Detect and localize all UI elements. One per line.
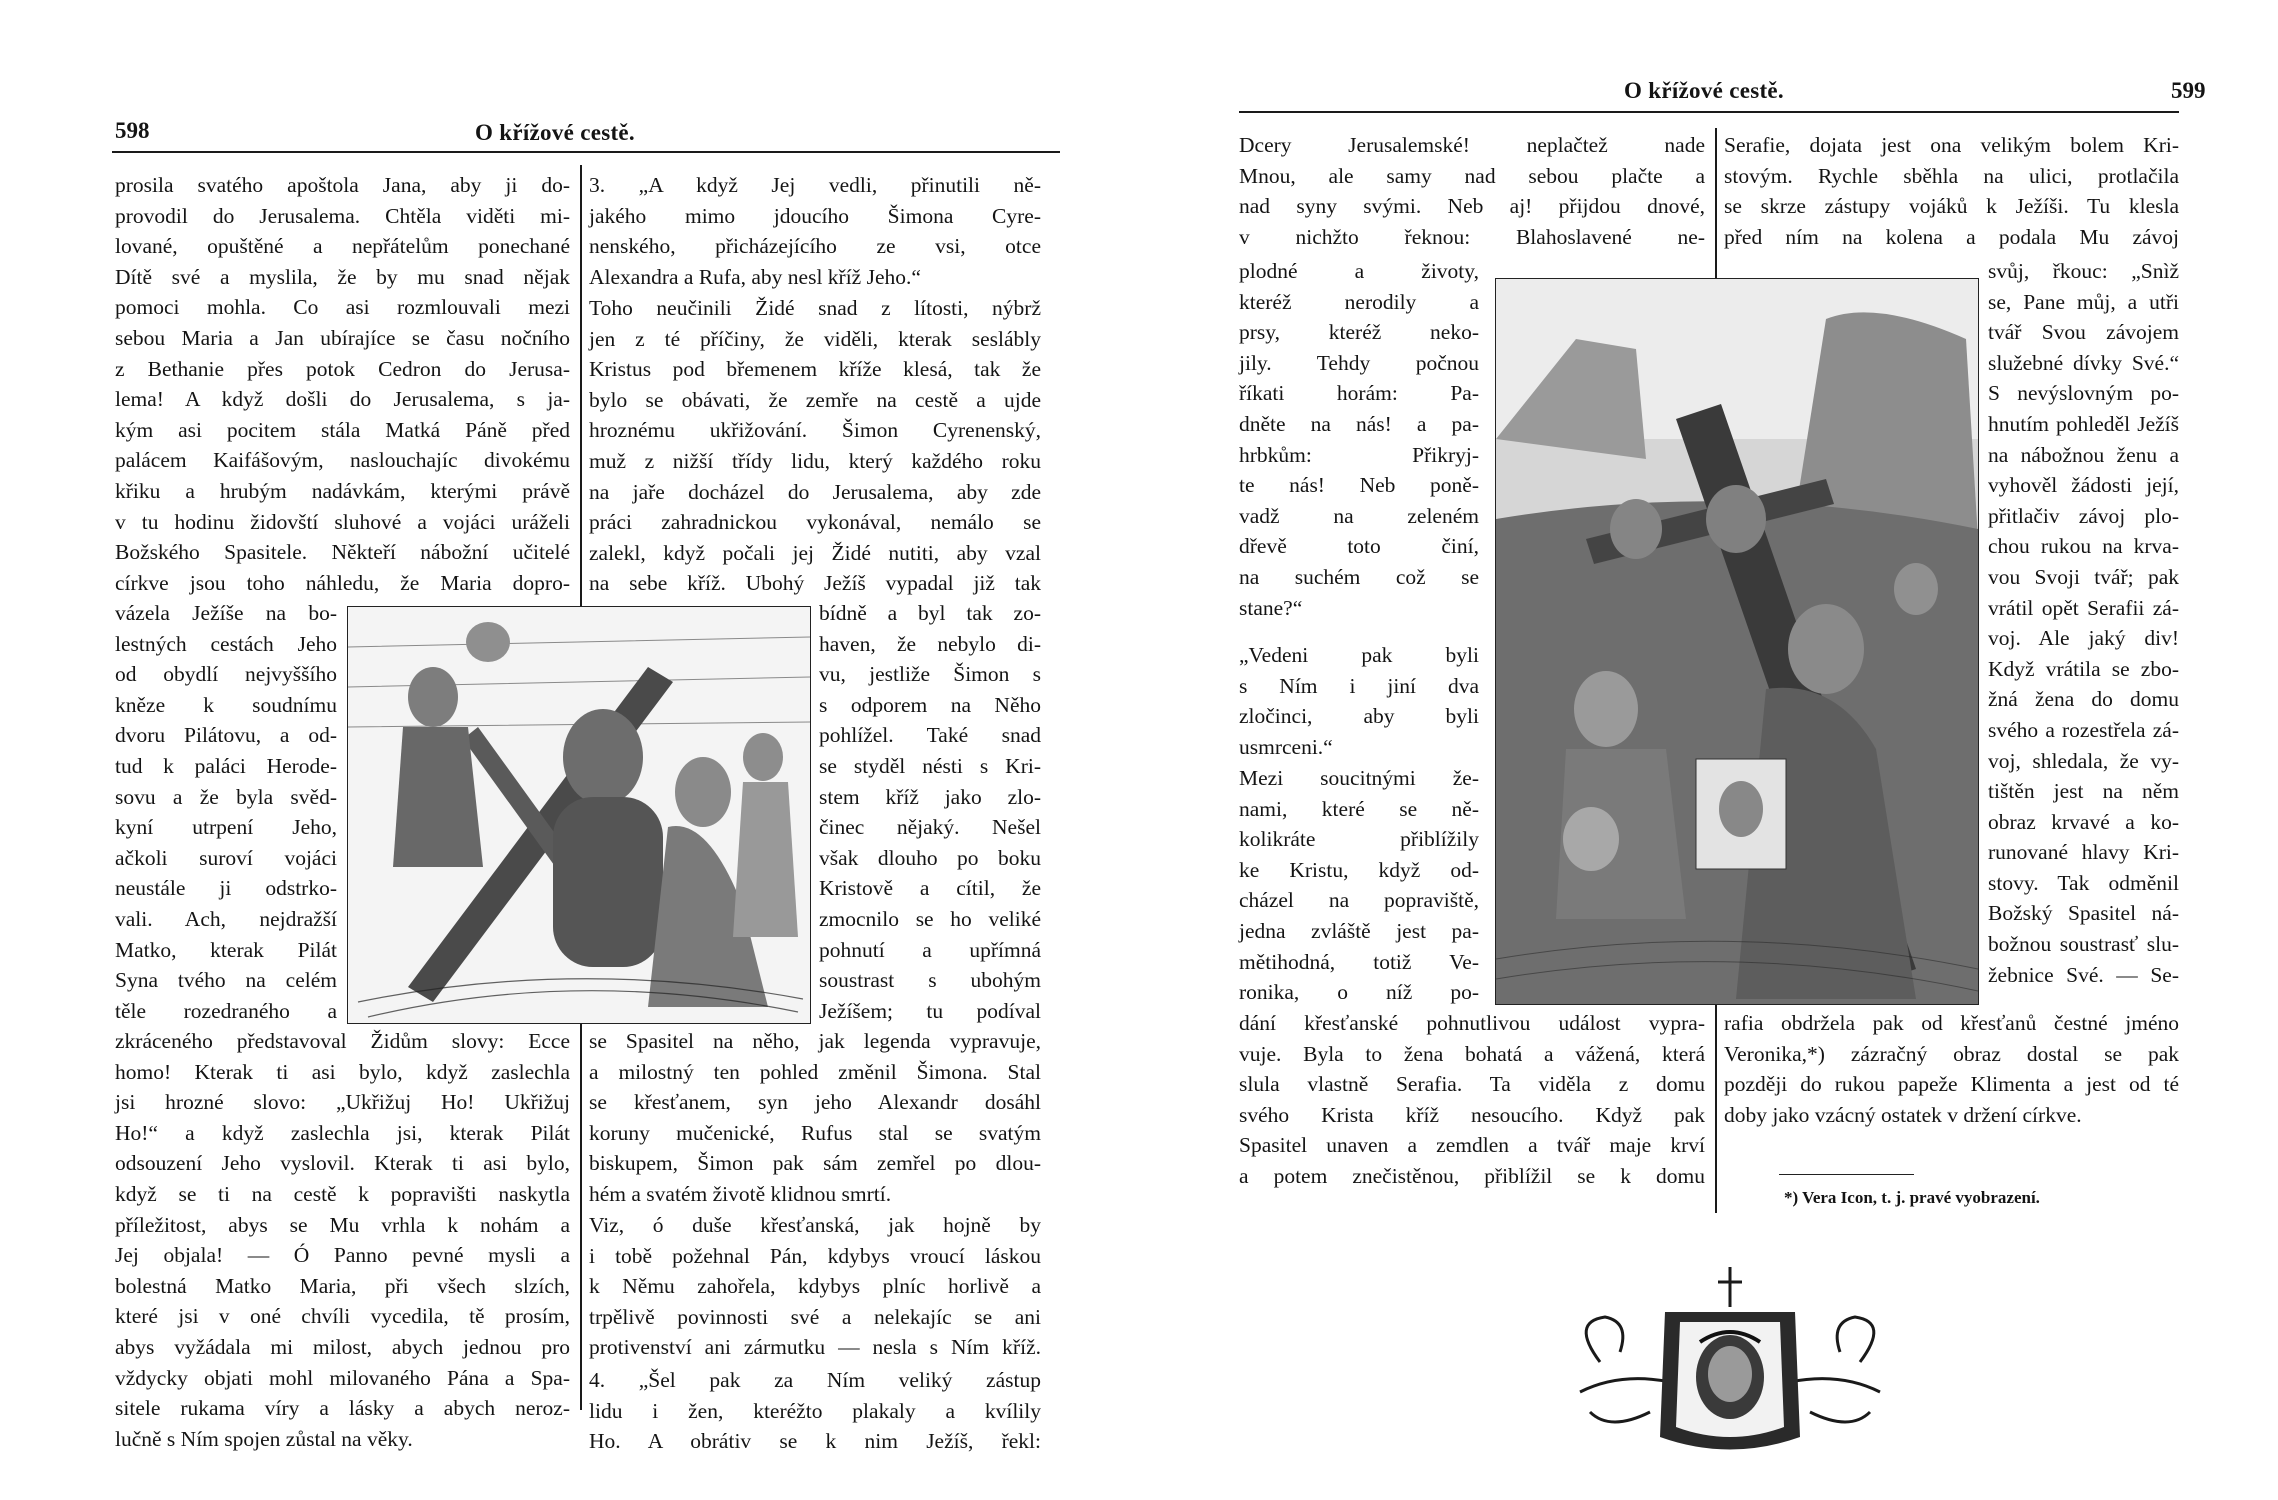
text-line: te nás! Neb poně- bbox=[1239, 473, 1479, 498]
text-line: dněte na nás! a pa- bbox=[1239, 411, 1479, 436]
text-line: vali. Ach, nejdražší bbox=[115, 906, 337, 931]
text-line: dřevě toto činí, bbox=[1239, 534, 1479, 559]
text-line: hroznému ukřižování. Šimon Cyrenenský, bbox=[589, 418, 1041, 443]
text-line: před ním na kolena a podala Mu závoj bbox=[1724, 224, 2179, 249]
scripture-quote-wrap bbox=[1239, 256, 1479, 623]
text-line: se křesťanem, syn jeho Alexandr dosáhl bbox=[589, 1090, 1041, 1115]
text-line: Toho neučinili Židé snad z lítosti, nýbrž bbox=[589, 296, 1041, 320]
text-line: jily. Tehdy počnou bbox=[1239, 350, 1479, 375]
text-line: biskupem, Šimon pak sám zemřel po dlou- bbox=[589, 1151, 1041, 1176]
text-line: činec nějaký. Nešel bbox=[819, 815, 1041, 840]
page-number: 598 bbox=[115, 118, 150, 143]
text-line: Božského Spasitele. Někteří nábožní učitelé bbox=[115, 540, 570, 565]
text-line: neustále ji odstrko- bbox=[115, 876, 337, 901]
text-line: Kristus pod břemenem kříže klesá, tak že bbox=[589, 357, 1041, 382]
right-page bbox=[1139, 0, 2278, 1500]
text-line: lované, opuštěné a nepřátelům ponechané bbox=[115, 234, 570, 259]
footnote: *) Vera Icon, t. j. pravé vyobrazení. bbox=[1784, 1188, 2040, 1207]
text-line: homo! Kterak ti asi bylo, když zaslechla bbox=[115, 1059, 570, 1084]
text-line: pomoci mohla. Co asi rozmlouvali mezi bbox=[115, 295, 570, 320]
text-line: svého Krista kříž nesoucího. Když pak bbox=[1239, 1102, 1705, 1127]
text-line: Syna tvého na celém bbox=[115, 968, 337, 993]
text-line: jsi hrozné slovo: „Ukřižuj Ho! Ukřižuj bbox=[115, 1090, 570, 1115]
text-line: od obydlí nejvyššího bbox=[115, 662, 337, 687]
column-text bbox=[115, 1026, 570, 1454]
text-line: Mezi soucitnými že- bbox=[1239, 766, 1479, 790]
text-line: sovu a že byla svěd- bbox=[115, 784, 337, 809]
text-line: trpělivě povinnosti své a nelekajíc se ani bbox=[589, 1304, 1041, 1329]
text-line: Alexandra a Rufa, aby nesl kříž Jeho.“ bbox=[589, 264, 921, 289]
text-line: jedna zvláště jest pa- bbox=[1239, 918, 1479, 943]
engraving-illustration bbox=[347, 606, 811, 1024]
text-line: mětihodná, totiž Ve- bbox=[1239, 949, 1479, 974]
text-line: nami, které se ně- bbox=[1239, 796, 1479, 821]
text-line: haven, že nebylo di- bbox=[819, 631, 1041, 656]
text-line: Serafie, dojata jest ona velikým bolem Kri- bbox=[1724, 133, 2179, 157]
text-line: těle rozedraného a bbox=[115, 998, 337, 1023]
text-line: Matko, kterak Pilát bbox=[115, 937, 337, 962]
text-line: tištěn jest na něm bbox=[1988, 779, 2179, 804]
text-line: stovým. Rychle sběhla na ulici, protlačila bbox=[1724, 163, 2179, 188]
text-line: muž z nižší třídy lidu, který každého roku bbox=[589, 448, 1041, 473]
text-line: jakého mimo jdoucího Šimona Cyre- bbox=[589, 203, 1041, 228]
text-line: vrátil opět Serafii zá- bbox=[1988, 595, 2179, 620]
page-number: 599 bbox=[2171, 78, 2206, 103]
text-line: Božský Spasitel ná- bbox=[1988, 901, 2179, 926]
text-line: kněze k soudnímu bbox=[115, 692, 337, 717]
text-line: pohnutí a upřímná bbox=[819, 937, 1041, 962]
text-line: voj. Ale jaký div! bbox=[1988, 626, 2179, 651]
column-text-wrap bbox=[1239, 763, 1479, 1008]
text-line: chou rukou na krva- bbox=[1988, 534, 2179, 559]
text-line: církve jsou toho náhledu, že Maria dopro- bbox=[115, 570, 570, 595]
text-line: sebou Maria a Jan ubírajíce se času nočního bbox=[115, 325, 570, 350]
text-line: odsouzení Jeho vyslovil. Kterak ti asi bylo, bbox=[115, 1151, 570, 1176]
text-line: cházel na popraviště, bbox=[1239, 888, 1479, 913]
text-line: vadž na zeleném bbox=[1239, 503, 1479, 528]
text-line: bylo se obávati, že zemře na cestě a ujde bbox=[589, 387, 1041, 412]
text-line: Dítě své a myslila, že by mu snad nějak bbox=[115, 264, 570, 289]
text-line: tvář Svou závojem bbox=[1988, 320, 2179, 345]
text-line: Dcery Jerusalemské! neplačtež nade bbox=[1239, 133, 1705, 157]
column-text bbox=[1724, 1008, 2179, 1130]
text-line: vázela Ježíše na bo- bbox=[115, 601, 337, 625]
text-line: hnutím pohleděl Ježíš bbox=[1988, 411, 2179, 436]
text-line: lestných cestách Jeho bbox=[115, 631, 337, 656]
running-head: O křížové cestě. bbox=[475, 120, 635, 145]
text-line: stovy. Tak odměnil bbox=[1988, 870, 2179, 895]
text-line: bolestná Matko Maria, při všech slzích, bbox=[115, 1273, 570, 1298]
text-line: tud k paláci Herode- bbox=[115, 753, 337, 778]
text-line: Ho!“ a když zaslechla jsi, kterak Pilát bbox=[115, 1120, 570, 1145]
text-line: se styděl nésti s Kri- bbox=[819, 753, 1041, 778]
text-line: hrbkům: Přikryj- bbox=[1239, 442, 1479, 467]
text-line: nad syny svými. Neb aj! přijdou dnové, bbox=[1239, 194, 1705, 219]
text-line: Když vrátila se zbo- bbox=[1988, 656, 2179, 681]
text-line: kteréž nerodily a bbox=[1239, 289, 1479, 314]
text-line: v nichžto řeknou: Blahoslavené ne- bbox=[1239, 224, 1705, 249]
column-text-wrap bbox=[819, 598, 1041, 1026]
text-line: doby jako vzácný ostatek v držení církve. bbox=[1724, 1102, 2082, 1127]
text-line: příležitost, abys se Mu vrhla k nohám a bbox=[115, 1212, 570, 1237]
text-line: se skrze zástupy vojáků k Ježíši. Tu klesla bbox=[1724, 194, 2179, 219]
text-line: pohlížel. Také snad bbox=[819, 723, 1041, 748]
text-line: „Vedeni pak byli bbox=[1239, 643, 1479, 667]
text-line: na suchém což se bbox=[1239, 564, 1479, 589]
column-text bbox=[589, 293, 1041, 599]
column-text bbox=[589, 1210, 1041, 1363]
text-line: obraz krvavé a ko- bbox=[1988, 809, 2179, 834]
text-line: v tu hodinu židovští sluhové a vojáci uráželi bbox=[115, 509, 570, 534]
footnote-rule bbox=[1779, 1174, 1914, 1175]
text-line: kým asi pocitem stála Matká Páně před bbox=[115, 417, 570, 442]
text-line: s odporem na Něho bbox=[819, 692, 1041, 717]
text-line: kyní utrpení Jeho, bbox=[115, 815, 337, 840]
text-line: lidu i žen, kteréžto plakaly a kvílily bbox=[589, 1398, 1041, 1423]
text-line: říkati horám: Pa- bbox=[1239, 381, 1479, 406]
text-line: k Němu zahořela, kdybys plníc horlivě a bbox=[589, 1274, 1041, 1299]
text-line: božnou soustrasť slu- bbox=[1988, 932, 2179, 957]
column-text bbox=[589, 1026, 1041, 1210]
text-line: zmocnilo se ho veliké bbox=[819, 906, 1041, 931]
text-line: a milostný ten pohled změnil Šimona. Stal bbox=[589, 1059, 1041, 1084]
text-line: S nevýslovným po- bbox=[1988, 381, 2179, 406]
text-line: usmrceni.“ bbox=[1239, 734, 1333, 759]
text-line: které jsi v oné chvíli vycedila, tě prosím, bbox=[115, 1304, 570, 1329]
text-line: rafia obdržela pak od křesťanů čestné jméno bbox=[1724, 1011, 2179, 1035]
text-line: 3. „A když Jej vedli, přinutili ně- bbox=[589, 173, 1041, 197]
text-line: protivenství ani zármutku — nesla s Ním kříž. bbox=[589, 1335, 1041, 1360]
column-text bbox=[1239, 1008, 1705, 1192]
text-line: bídně a byl tak zo- bbox=[819, 601, 1041, 625]
text-line: Viz, ó duše křesťanská, jak hojně by bbox=[589, 1213, 1041, 1237]
text-line: na nábožnou ženu a bbox=[1988, 442, 2179, 467]
text-line: abys vyžádala mi milost, abych jednou pro bbox=[115, 1334, 570, 1359]
text-line: na jaře docházel do Jerusalema, aby zde bbox=[589, 479, 1041, 504]
text-line: soustrast s ubohým bbox=[819, 968, 1041, 993]
text-line: nenského, přicházejícího ze vsi, otce bbox=[589, 234, 1041, 259]
vignette-ornament bbox=[1560, 1262, 1900, 1462]
text-line: Mnou, ale samy nad sebou plačte a bbox=[1239, 163, 1705, 188]
text-line: zkráceného představoval Židům slovy: Ecce bbox=[115, 1029, 570, 1053]
text-line: však dlouho po boku bbox=[819, 845, 1041, 870]
text-line: na sebe kříž. Ubohý Ježíš vypadal již tak bbox=[589, 571, 1041, 596]
text-line: lučně s Ním spojen zůstal na věky. bbox=[115, 1426, 413, 1451]
text-line: zalekl, když počali jej Židé nutiti, aby vzal bbox=[589, 540, 1041, 565]
text-line: Spasitel unaven a zemdlen a tvář maje krví bbox=[1239, 1133, 1705, 1158]
column-text bbox=[1724, 130, 2179, 252]
text-line: palácem Kaifášovým, naslouchajíc divokému bbox=[115, 448, 570, 473]
header-rule bbox=[1239, 111, 2179, 113]
text-line: plodné a životy, bbox=[1239, 259, 1479, 283]
text-line: slula vlastně Serafia. Ta viděla z domu bbox=[1239, 1072, 1705, 1097]
text-line: dvoru Pilátovu, a od- bbox=[115, 723, 337, 748]
text-line: se, Pane můj, a utři bbox=[1988, 289, 2179, 314]
text-line: přitlačiv závoj plo- bbox=[1988, 503, 2179, 528]
text-line: a potem znečistěnou, přiblížil se k domu bbox=[1239, 1163, 1705, 1188]
text-line: ačkoli suroví vojáci bbox=[115, 845, 337, 870]
text-line: prosila svatého apoštola Jana, aby ji do- bbox=[115, 173, 570, 197]
text-line: prsy, kteréž neko- bbox=[1239, 320, 1479, 345]
text-line: vuje. Byla to žena bohatá a vážená, která bbox=[1239, 1041, 1705, 1066]
text-line: ke Kristu, když od- bbox=[1239, 857, 1479, 882]
text-line: s Ním i jiní dva bbox=[1239, 673, 1479, 698]
section-heading bbox=[589, 1365, 1041, 1457]
text-line: voj, shledala, že vy- bbox=[1988, 748, 2179, 773]
text-line: stane?“ bbox=[1239, 595, 1303, 620]
text-line: i tobě požehnal Pán, kdybys vroucí láskou bbox=[589, 1243, 1041, 1268]
scripture-quote bbox=[1239, 130, 1705, 252]
text-line: z Bethanie přes potok Cedron do Jerusa- bbox=[115, 356, 570, 381]
text-line: křiku a hrubým nadávkám, kterými právě bbox=[115, 478, 570, 503]
text-line: hém a svatém životě klidnou smrtí. bbox=[589, 1181, 892, 1206]
text-line: kolikráte přiblížily bbox=[1239, 827, 1479, 852]
text-line: dání křesťanské pohnutlivou událost vypra- bbox=[1239, 1011, 1705, 1035]
text-line: vždycky objati mohl milovaného Pána a Spa- bbox=[115, 1365, 570, 1390]
text-line: služebné dívky Své.“ bbox=[1988, 350, 2179, 375]
text-line: provodil do Jerusalema. Chtěla viděti mi- bbox=[115, 203, 570, 228]
text-line: koruny mučenické, Rufus stal se svatým bbox=[589, 1120, 1041, 1145]
text-line: vu, jestliže Šimon s bbox=[819, 662, 1041, 687]
column-text-wrap bbox=[1988, 256, 2179, 990]
text-line: stem kříž jako zlo- bbox=[819, 784, 1041, 809]
text-line: zločinci, aby byli bbox=[1239, 704, 1479, 729]
section-heading bbox=[1239, 640, 1479, 762]
text-line: žebnice Své. — Se- bbox=[1988, 962, 2179, 987]
text-line: Ho. A obrátiv se k nim Ježíš, řekl: bbox=[589, 1429, 1041, 1454]
text-line: Veronika,*) zázračný obraz dostal se pak bbox=[1724, 1041, 2179, 1066]
text-line: jen z té příčiny, že viděli, kterak seslábly bbox=[589, 326, 1041, 351]
column-text bbox=[115, 170, 570, 598]
text-line: práci zahradnickou vykonával, nemálo se bbox=[589, 510, 1041, 535]
header-rule bbox=[112, 151, 1060, 153]
text-line: žná žena do domu bbox=[1988, 687, 2179, 712]
running-head: O křížové cestě. bbox=[1624, 78, 1784, 103]
text-line: vou Svoji tvář; pak bbox=[1988, 564, 2179, 589]
engraving-illustration bbox=[1495, 278, 1979, 1005]
text-line: svůj, řkouc: „Snìž bbox=[1988, 259, 2179, 283]
text-line: lema! A když došli do Jerusalema, s ja- bbox=[115, 387, 570, 412]
text-line: později do rukou papeže Klimenta a jest od té bbox=[1724, 1072, 2179, 1097]
text-line: ronika, o níž po- bbox=[1239, 980, 1479, 1005]
text-line: sitele rukama víry a lásky a abych neroz- bbox=[115, 1396, 570, 1421]
text-line: Jej objala! — Ó Panno pevné mysli a bbox=[115, 1243, 570, 1268]
text-line: runované hlavy Kri- bbox=[1988, 840, 2179, 865]
text-line: svého a rozestřela zá- bbox=[1988, 717, 2179, 742]
text-line: Kristově a cítil, že bbox=[819, 876, 1041, 901]
text-line: se Spasitel na něho, jak legenda vypravuje, bbox=[589, 1029, 1041, 1053]
text-line: Ježíšem; tu podíval bbox=[819, 998, 1041, 1023]
text-line: vyhověl žádosti její, bbox=[1988, 473, 2179, 498]
column-text-wrap bbox=[115, 598, 337, 1026]
text-line: když se ti na cestě k popravišti naskytla bbox=[115, 1181, 570, 1206]
section-heading bbox=[589, 170, 1041, 292]
text-line: 4. „Šel pak za Ním veliký zástup bbox=[589, 1368, 1041, 1392]
